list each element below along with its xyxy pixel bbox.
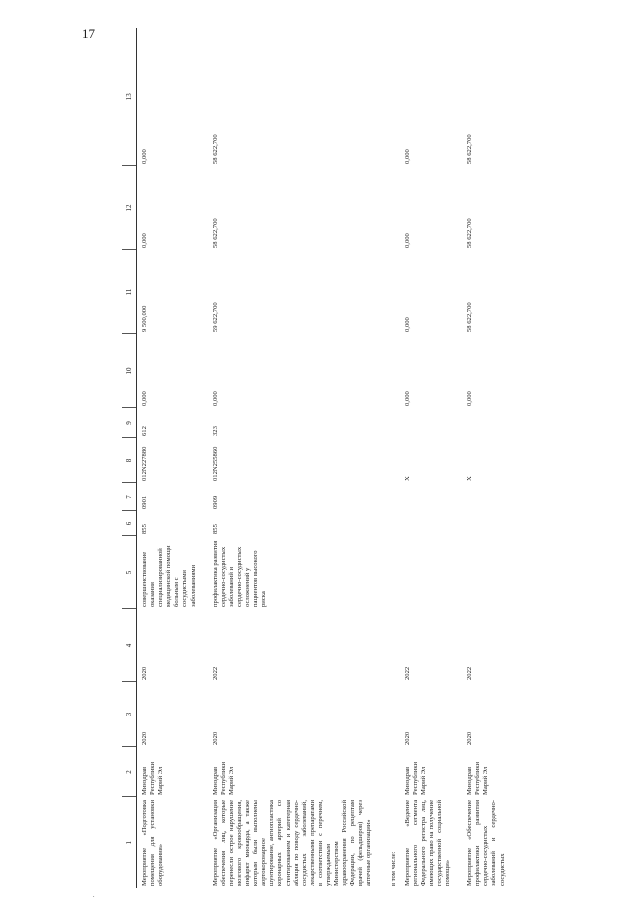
- cell-target-article: Х: [403, 476, 411, 481]
- cell-section: [462, 483, 516, 511]
- cell-expense-type: 612: [141, 426, 148, 436]
- cell-section: 0901: [141, 495, 148, 509]
- cell-grbs: 855: [211, 524, 219, 534]
- cell-executor: Минздрав Республики Марий Эл: [403, 761, 427, 795]
- cell-result: профилактика развития сердечно-сосудистых заболеваний и сердечно-сосудистых осложнений у пациентов высокого риска: [211, 540, 268, 607]
- cell-amount: 0,000: [403, 149, 411, 164]
- column-number: 1: [122, 797, 137, 888]
- column-number: 2: [122, 747, 137, 797]
- cell-amount: 9 500,000: [141, 305, 148, 332]
- cell-result: [462, 536, 516, 609]
- cell-executor: Минздрав Республики Марий Эл: [466, 761, 490, 795]
- cell-measure: Мероприятие «Организация обеспечения лиц, которые перенесли острое нарушение мозгового кровообращения, инфаркт миокарда, а также которым были выполнены аортокоронарное шунтирование, ангиопластика коронарных артерий со стентированием и катетерная абляция по поводу сердечно-сосудистых заболеваний, лекарственными препаратами в соответствии с перечнем, утверждаемым Министерством здравоохранения Российской Федерации, по рецептам врачей (фельдшеров) через аптечные организации»: [211, 800, 373, 886]
- cell-start-year: 2020: [141, 731, 148, 745]
- cell-amount: 0,000: [211, 391, 219, 406]
- cell-amount: 58 622,700: [466, 218, 474, 248]
- cell-start-year: 2020: [403, 731, 411, 745]
- column-number: 12: [122, 166, 137, 250]
- column-number: 10: [122, 334, 137, 408]
- cell-grbs: 855: [141, 524, 148, 534]
- cell-start-year: 2020: [211, 731, 219, 745]
- cell-start-year: 2020: [466, 731, 474, 745]
- cell-amount: 0,000: [403, 317, 411, 332]
- cell-amount: 0,000: [403, 391, 411, 406]
- subheading: в том числе:: [389, 851, 397, 886]
- column-number: 9: [122, 408, 137, 438]
- cell-measure: Мероприятие «Подготовка помещения для установки оборудования»: [141, 800, 165, 886]
- cell-amount: 0,000: [141, 391, 148, 406]
- cell-amount: 58 622,700: [466, 302, 474, 332]
- cell-grbs: [462, 511, 516, 536]
- cell-amount: 58 622,700: [211, 218, 219, 248]
- cell-end-year: 2022: [466, 666, 474, 680]
- page-number: 17: [82, 26, 95, 41]
- cell-executor: Минздрав Республики Марий Эл: [211, 761, 235, 795]
- cell-end-year: 2022: [211, 666, 219, 680]
- cell-amount: 0,000: [466, 391, 474, 406]
- cell-amount: 0,000: [141, 233, 148, 248]
- column-number: 7: [122, 483, 137, 511]
- cell-target-article: 012N255860: [211, 446, 219, 481]
- table-row: [400, 28, 463, 888]
- header-row: [122, 28, 137, 888]
- cell-end-year: 2022: [403, 666, 411, 680]
- column-number: 11: [122, 250, 137, 334]
- footer-mark: .: [93, 893, 95, 899]
- column-number: 5: [122, 536, 137, 609]
- cell-section: [400, 483, 463, 511]
- cell-executor: Минздрав Республики Марий Эл: [141, 761, 165, 795]
- cell-result: [400, 536, 463, 609]
- cell-amount: 58 622,700: [211, 134, 219, 164]
- budget-table-container: [122, 28, 602, 888]
- table-row: [462, 28, 516, 888]
- cell-measure: Мероприятие «Обеспечение профилактики развития сердечно-сосудистых заболеваний и сердечно-сосудистых: [466, 800, 506, 886]
- cell-amount: 0,000: [403, 233, 411, 248]
- cell-end-year: 2020: [141, 666, 148, 680]
- cell-section: 0909: [211, 495, 219, 509]
- column-number: 3: [122, 682, 137, 747]
- cell-measure: Мероприятие «Ведение регионального сегмента Федерального регистра лиц, имеющих право на получение государственной социальной помощи»: [403, 800, 452, 886]
- cell-amount: 58 622,700: [466, 134, 474, 164]
- cell-expense-type: [400, 408, 463, 438]
- cell-expense-type: [462, 408, 516, 438]
- subheading-row: [384, 28, 400, 888]
- column-number: 6: [122, 511, 137, 536]
- budget-table: [122, 28, 517, 888]
- column-number: 4: [122, 609, 137, 682]
- column-number: 8: [122, 438, 137, 483]
- cell-amount: 59 622,700: [211, 302, 219, 332]
- cell-target-article: Х: [466, 476, 474, 481]
- cell-expense-type: 323: [211, 426, 219, 436]
- cell-result: совершенствование оказания специализированной медицинской помощи больным с сосудистыми заболеваниями: [141, 545, 197, 607]
- table-row: [208, 28, 384, 888]
- cell-amount: 0,000: [141, 149, 148, 164]
- column-number: 13: [122, 28, 137, 166]
- table-row: [137, 28, 208, 888]
- cell-grbs: [400, 511, 463, 536]
- cell-target-article: 012N227880: [141, 446, 148, 481]
